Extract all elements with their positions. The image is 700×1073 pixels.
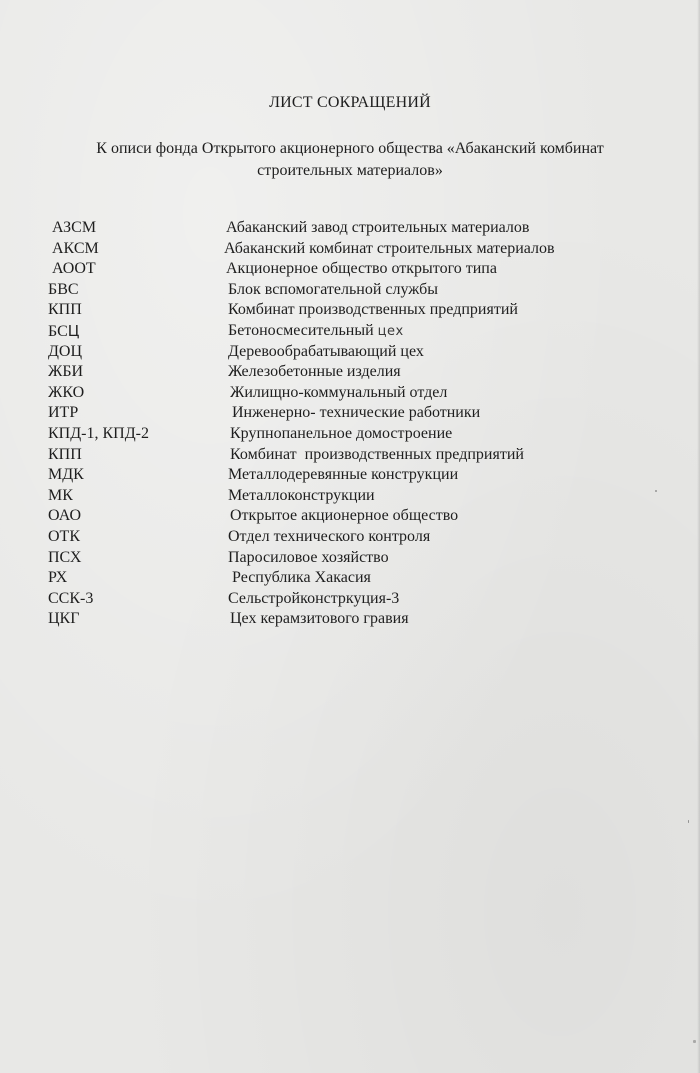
abbreviation-row (48, 342, 648, 363)
subtitle-line-2: строительных материалов» (257, 162, 443, 179)
abbreviation-code: МК (48, 486, 73, 504)
abbreviation-code: ПСХ (48, 548, 82, 566)
abbreviation-row (48, 506, 648, 527)
abbreviation-code: КПП (48, 301, 82, 319)
abbreviation-definition: Инженерно- технические работники (232, 404, 481, 422)
abbreviation-row (48, 424, 648, 445)
abbreviation-row (48, 362, 648, 383)
abbreviation-code: ОАО (48, 507, 82, 525)
abbreviation-row (48, 465, 648, 486)
abbreviation-row (48, 383, 648, 404)
abbreviation-code (48, 321, 80, 343)
abbreviation-code: ЖКО (48, 383, 85, 401)
abbreviation-row (48, 239, 648, 260)
abbreviation-definition: Металлодеревянные конструкции (228, 466, 459, 484)
abbreviation-row (48, 403, 648, 424)
page-title: ЛИСТ СОКРАЩЕНИЙ (269, 94, 431, 111)
abbreviation-row (48, 568, 648, 589)
abbreviation-definition: Цех керамзитового гравия (230, 610, 409, 628)
abbreviation-definition-printed: Бетоносмесительный (228, 321, 374, 339)
abbreviation-code: ДОЦ (48, 342, 83, 360)
abbreviation-code: РХ (48, 569, 68, 587)
page-subtitle (40, 138, 660, 182)
abbreviation-row (48, 609, 648, 630)
subtitle-line-1: К описи фонда Открытого акционерного общества «Абаканский комбинат (96, 140, 604, 157)
abbreviation-code: ЦКГ (48, 610, 80, 628)
abbreviation-code: АООТ (52, 260, 96, 278)
abbreviation-code: МДК (48, 466, 84, 484)
abbreviation-code: ЖБИ (48, 363, 84, 381)
abbreviation-definition: Абаканский комбинат строительных материалов (224, 239, 555, 257)
abbreviation-row (48, 589, 648, 610)
abbreviation-code: КПП (48, 445, 82, 463)
abbreviation-row (48, 259, 648, 280)
abbreviation-code-handwritten: Ц (67, 321, 80, 340)
abbreviation-definition: Комбинат производственных предприятий (230, 445, 524, 463)
abbreviation-row (48, 548, 648, 569)
abbreviation-definition: Железобетонные изделия (228, 363, 401, 381)
abbreviation-code: БВС (48, 280, 79, 298)
abbreviation-code: ИТР (48, 404, 79, 422)
scan-speck (693, 1040, 696, 1043)
abbreviation-row (48, 527, 648, 548)
abbreviation-row (48, 321, 648, 342)
abbreviation-definition: Деревообрабатывающий цех (228, 342, 424, 360)
abbreviation-definition: Комбинат производственных предприятий (228, 301, 518, 319)
abbreviation-code: КПД-1, КПД-2 (48, 424, 149, 442)
abbreviation-definition: Акционерное общество открытого типа (226, 260, 497, 278)
abbreviation-definition: Металлоконструкции (228, 486, 375, 504)
abbreviation-list (48, 218, 648, 630)
abbreviation-definition-handwritten: цех (377, 323, 404, 339)
scan-speck (688, 820, 689, 823)
abbreviation-row (48, 445, 648, 466)
abbreviation-code: ОТК (48, 527, 80, 545)
abbreviation-definition: Жилищно-коммунальный отдел (230, 383, 448, 401)
abbreviation-definition: Блок вспомогательной службы (228, 280, 439, 298)
abbreviation-row (48, 280, 648, 301)
abbreviation-definition: Крупнопанельное домостроение (230, 424, 453, 442)
abbreviation-code: АКСМ (52, 239, 99, 257)
abbreviation-code-printed: БС (48, 322, 68, 340)
abbreviation-row (48, 486, 648, 507)
abbreviation-definition: Открытое акционерное общество (230, 507, 459, 525)
abbreviation-definition: Республика Хакасия (232, 569, 371, 587)
abbreviation-definition: Абаканский завод строительных материалов (226, 219, 530, 236)
abbreviation-definition (228, 321, 404, 343)
abbreviation-code: АЗСМ (52, 219, 97, 236)
abbreviation-row (48, 218, 648, 239)
abbreviation-definition: Отдел технического контроля (228, 527, 431, 545)
abbreviation-definition: Паросиловое хозяйство (228, 548, 389, 566)
abbreviation-definition: Сельстройконстркуция-3 (228, 589, 400, 607)
abbreviation-code: ССК-3 (48, 589, 94, 607)
abbreviation-row (48, 300, 648, 321)
scan-speck (655, 490, 657, 492)
